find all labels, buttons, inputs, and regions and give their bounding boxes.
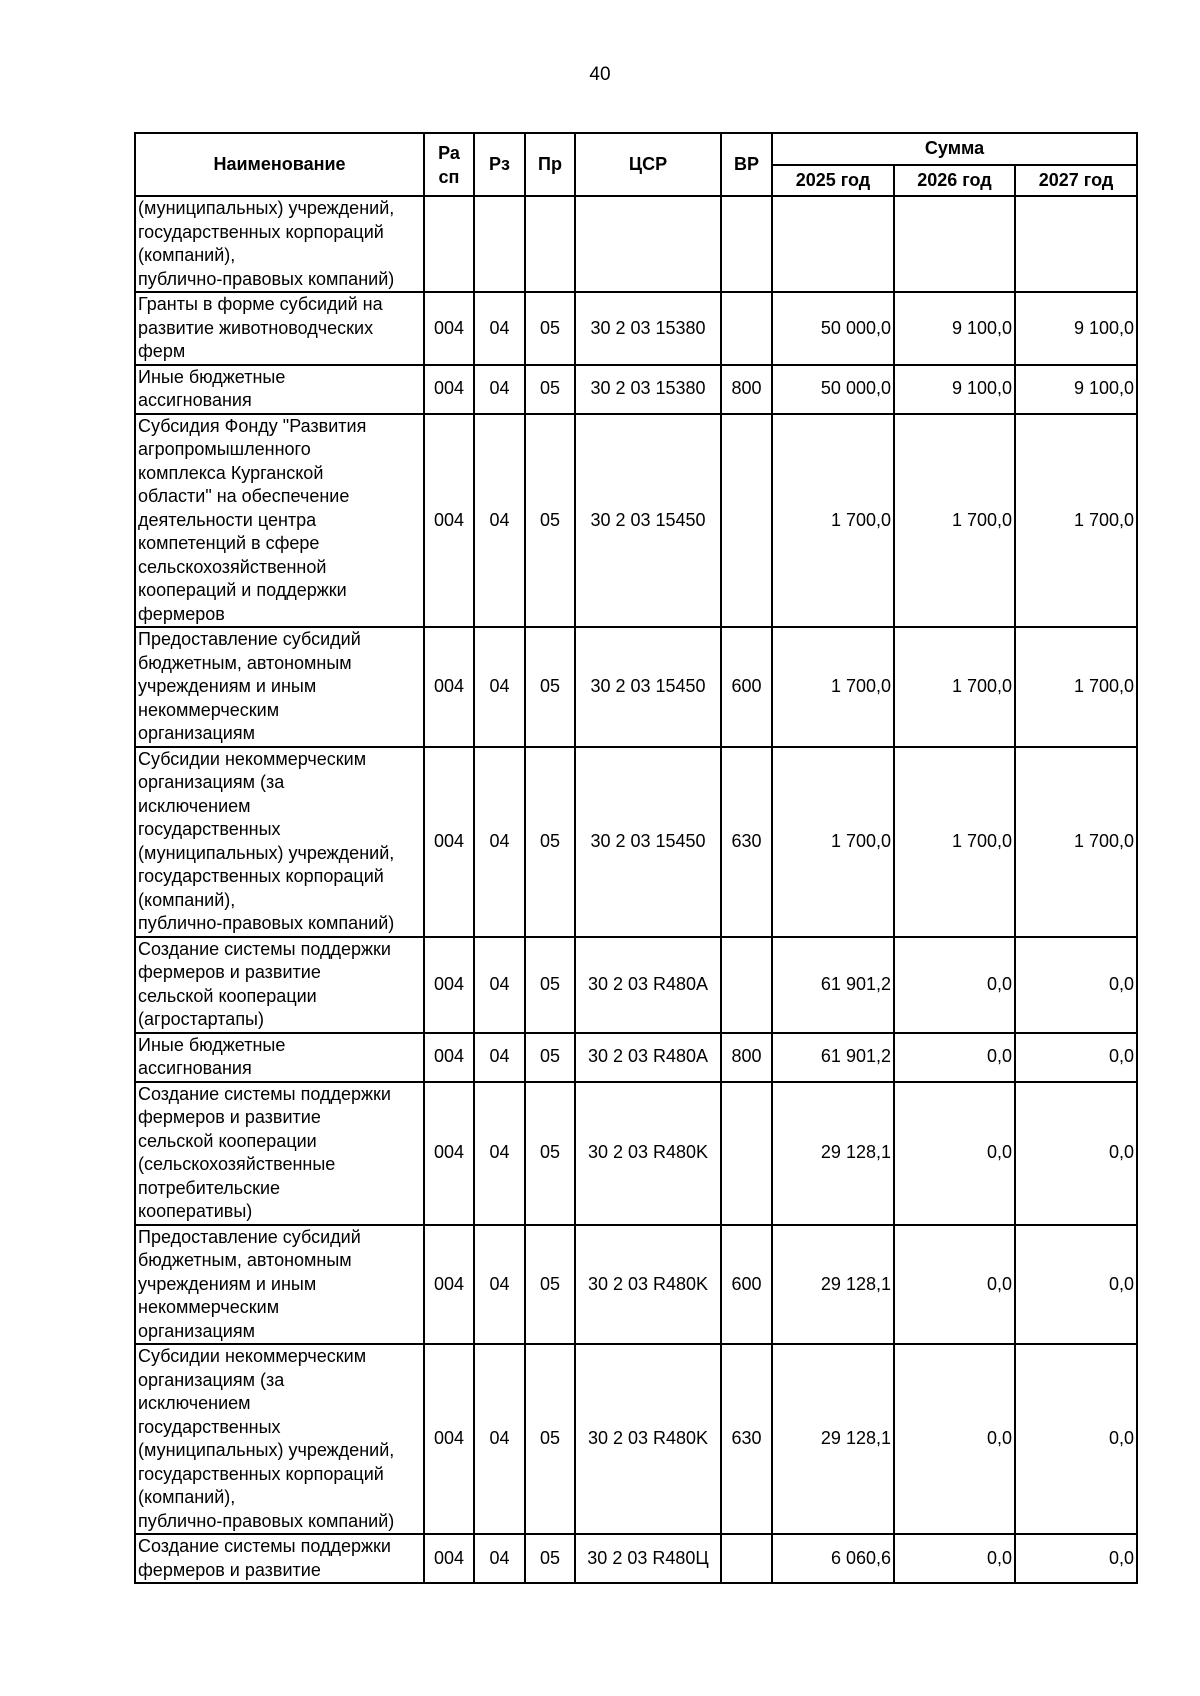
cell-sum-2026: 0,0 bbox=[894, 1344, 1015, 1534]
cell-rz: 04 bbox=[474, 1082, 525, 1225]
cell-pr: 05 bbox=[525, 1033, 575, 1082]
table-row bbox=[135, 414, 1137, 628]
cell-name: Иные бюджетные ассигнования bbox=[135, 1033, 424, 1082]
cell-csr: 30 2 03 15380 bbox=[575, 292, 721, 365]
cell-vr bbox=[721, 937, 772, 1033]
cell-sum-2027: 0,0 bbox=[1015, 1033, 1137, 1082]
table-row bbox=[135, 365, 1137, 414]
cell-rasp: 004 bbox=[424, 1033, 474, 1082]
page-number: 40 bbox=[589, 64, 611, 85]
cell-name: Субсидия Фонду "Развития агропромышленного комплекса Курганской области" на обеспечение деятельности центра компетенций в сфере сельскохозяйственной коопераций и поддержки фермеров bbox=[135, 414, 424, 628]
cell-vr: 800 bbox=[721, 365, 772, 414]
col-header-year-2026: 2026 год bbox=[894, 165, 1015, 196]
cell-sum-2027: 9 100,0 bbox=[1015, 365, 1137, 414]
cell-sum-2027: 0,0 bbox=[1015, 1225, 1137, 1345]
cell-name: Создание системы поддержки фермеров и развитие сельской кооперации (сельскохозяйственные потребительские кооперативы) bbox=[135, 1082, 424, 1225]
table-row bbox=[135, 937, 1137, 1033]
cell-rz: 04 bbox=[474, 627, 525, 747]
cell-name: Иные бюджетные ассигнования bbox=[135, 365, 424, 414]
cell-name: Гранты в форме субсидий на развитие животноводческих ферм bbox=[135, 292, 424, 365]
cell-rasp: 004 bbox=[424, 414, 474, 628]
cell-sum-2027: 1 700,0 bbox=[1015, 627, 1137, 747]
cell-vr: 630 bbox=[721, 747, 772, 937]
cell-name: Предоставление субсидий бюджетным, автономным учреждениям и иным некоммерческим организациям bbox=[135, 627, 424, 747]
cell-sum-2025 bbox=[772, 196, 894, 292]
table-row bbox=[135, 1082, 1137, 1225]
cell-rz: 04 bbox=[474, 292, 525, 365]
cell-sum-2025: 6 060,6 bbox=[772, 1534, 894, 1583]
col-header-name: Наименование bbox=[135, 133, 424, 196]
cell-vr bbox=[721, 292, 772, 365]
cell-pr: 05 bbox=[525, 292, 575, 365]
cell-pr: 05 bbox=[525, 1225, 575, 1345]
cell-rz: 04 bbox=[474, 1344, 525, 1534]
cell-name: Субсидии некоммерческим организациям (за исключением государственных (муниципальных) учреждений, государственных корпораций (компаний), публично-правовых компаний) bbox=[135, 747, 424, 937]
cell-name: Предоставление субсидий бюджетным, автономным учреждениям и иным некоммерческим организациям bbox=[135, 1225, 424, 1345]
cell-vr: 800 bbox=[721, 1033, 772, 1082]
cell-rz: 04 bbox=[474, 747, 525, 937]
cell-pr: 05 bbox=[525, 627, 575, 747]
table-row bbox=[135, 1033, 1137, 1082]
cell-sum-2027: 1 700,0 bbox=[1015, 414, 1137, 628]
table-body bbox=[135, 196, 1137, 1583]
table-row bbox=[135, 196, 1137, 292]
cell-rasp: 004 bbox=[424, 1082, 474, 1225]
table-row bbox=[135, 1534, 1137, 1583]
cell-sum-2025: 61 901,2 bbox=[772, 937, 894, 1033]
cell-name: Субсидии некоммерческим организациям (за исключением государственных (муниципальных) учреждений, государственных корпораций (компаний), публично-правовых компаний) bbox=[135, 1344, 424, 1534]
col-header-year-2027: 2027 год bbox=[1015, 165, 1137, 196]
cell-sum-2027: 0,0 bbox=[1015, 937, 1137, 1033]
cell-rasp bbox=[424, 196, 474, 292]
cell-sum-2026: 9 100,0 bbox=[894, 365, 1015, 414]
col-header-year-2025: 2025 год bbox=[772, 165, 894, 196]
cell-rz: 04 bbox=[474, 1225, 525, 1345]
cell-csr bbox=[575, 196, 721, 292]
cell-pr: 05 bbox=[525, 414, 575, 628]
cell-rasp: 004 bbox=[424, 292, 474, 365]
cell-sum-2026: 0,0 bbox=[894, 1082, 1015, 1225]
cell-pr: 05 bbox=[525, 1082, 575, 1225]
cell-pr: 05 bbox=[525, 365, 575, 414]
cell-vr: 600 bbox=[721, 1225, 772, 1345]
cell-pr: 05 bbox=[525, 747, 575, 937]
cell-sum-2027: 0,0 bbox=[1015, 1534, 1137, 1583]
cell-rz: 04 bbox=[474, 1033, 525, 1082]
budget-table bbox=[134, 132, 1138, 1584]
cell-vr bbox=[721, 1534, 772, 1583]
cell-sum-2025: 1 700,0 bbox=[772, 747, 894, 937]
cell-rasp: 004 bbox=[424, 1534, 474, 1583]
cell-sum-2027 bbox=[1015, 196, 1137, 292]
col-header-vr: ВР bbox=[721, 133, 772, 196]
cell-pr: 05 bbox=[525, 937, 575, 1033]
cell-sum-2026: 0,0 bbox=[894, 1033, 1015, 1082]
table-header bbox=[135, 133, 1137, 196]
cell-name: (муниципальных) учреждений, государственных корпораций (компаний), публично-правовых компаний) bbox=[135, 196, 424, 292]
cell-csr: 30 2 03 R480K bbox=[575, 1225, 721, 1345]
table-row bbox=[135, 747, 1137, 937]
cell-csr: 30 2 03 15450 bbox=[575, 414, 721, 628]
cell-csr: 30 2 03 15380 bbox=[575, 365, 721, 414]
table-row bbox=[135, 292, 1137, 365]
cell-rasp: 004 bbox=[424, 1225, 474, 1345]
cell-csr: 30 2 03 15450 bbox=[575, 747, 721, 937]
cell-csr: 30 2 03 R480A bbox=[575, 937, 721, 1033]
cell-sum-2025: 29 128,1 bbox=[772, 1082, 894, 1225]
cell-rasp: 004 bbox=[424, 627, 474, 747]
cell-sum-2025: 61 901,2 bbox=[772, 1033, 894, 1082]
cell-sum-2025: 29 128,1 bbox=[772, 1344, 894, 1534]
cell-sum-2025: 1 700,0 bbox=[772, 414, 894, 628]
cell-vr bbox=[721, 414, 772, 628]
cell-csr: 30 2 03 15450 bbox=[575, 627, 721, 747]
cell-rasp: 004 bbox=[424, 365, 474, 414]
cell-sum-2026: 0,0 bbox=[894, 937, 1015, 1033]
cell-sum-2025: 50 000,0 bbox=[772, 292, 894, 365]
cell-sum-2027: 1 700,0 bbox=[1015, 747, 1137, 937]
cell-vr bbox=[721, 1082, 772, 1225]
cell-rz: 04 bbox=[474, 365, 525, 414]
col-header-sum: Сумма bbox=[772, 133, 1137, 165]
cell-csr: 30 2 03 R480K bbox=[575, 1082, 721, 1225]
cell-sum-2025: 1 700,0 bbox=[772, 627, 894, 747]
cell-name: Создание системы поддержки фермеров и развитие bbox=[135, 1534, 424, 1583]
cell-sum-2025: 29 128,1 bbox=[772, 1225, 894, 1345]
cell-rasp: 004 bbox=[424, 1344, 474, 1534]
cell-pr: 05 bbox=[525, 1344, 575, 1534]
cell-csr: 30 2 03 R480Ц bbox=[575, 1534, 721, 1583]
cell-sum-2026: 1 700,0 bbox=[894, 414, 1015, 628]
table-row bbox=[135, 627, 1137, 747]
col-header-csr: ЦСР bbox=[575, 133, 721, 196]
cell-vr: 630 bbox=[721, 1344, 772, 1534]
cell-sum-2026: 1 700,0 bbox=[894, 627, 1015, 747]
col-header-pr: Пр bbox=[525, 133, 575, 196]
cell-sum-2026 bbox=[894, 196, 1015, 292]
cell-csr: 30 2 03 R480A bbox=[575, 1033, 721, 1082]
cell-sum-2026: 0,0 bbox=[894, 1534, 1015, 1583]
cell-rz: 04 bbox=[474, 414, 525, 628]
col-header-rz: Рз bbox=[474, 133, 525, 196]
cell-sum-2026: 9 100,0 bbox=[894, 292, 1015, 365]
cell-sum-2027: 0,0 bbox=[1015, 1082, 1137, 1225]
cell-csr: 30 2 03 R480K bbox=[575, 1344, 721, 1534]
cell-pr bbox=[525, 196, 575, 292]
cell-sum-2025: 50 000,0 bbox=[772, 365, 894, 414]
table-row bbox=[135, 1344, 1137, 1534]
cell-vr bbox=[721, 196, 772, 292]
cell-vr: 600 bbox=[721, 627, 772, 747]
cell-rz: 04 bbox=[474, 937, 525, 1033]
table-row bbox=[135, 1225, 1137, 1345]
cell-sum-2026: 0,0 bbox=[894, 1225, 1015, 1345]
cell-sum-2027: 9 100,0 bbox=[1015, 292, 1137, 365]
cell-pr: 05 bbox=[525, 1534, 575, 1583]
cell-rasp: 004 bbox=[424, 747, 474, 937]
cell-rasp: 004 bbox=[424, 937, 474, 1033]
cell-name: Создание системы поддержки фермеров и развитие сельской кооперации (агростартапы) bbox=[135, 937, 424, 1033]
cell-sum-2026: 1 700,0 bbox=[894, 747, 1015, 937]
cell-rz: 04 bbox=[474, 1534, 525, 1583]
cell-rz bbox=[474, 196, 525, 292]
col-header-rasp: Ра сп bbox=[424, 133, 474, 196]
cell-sum-2027: 0,0 bbox=[1015, 1344, 1137, 1534]
